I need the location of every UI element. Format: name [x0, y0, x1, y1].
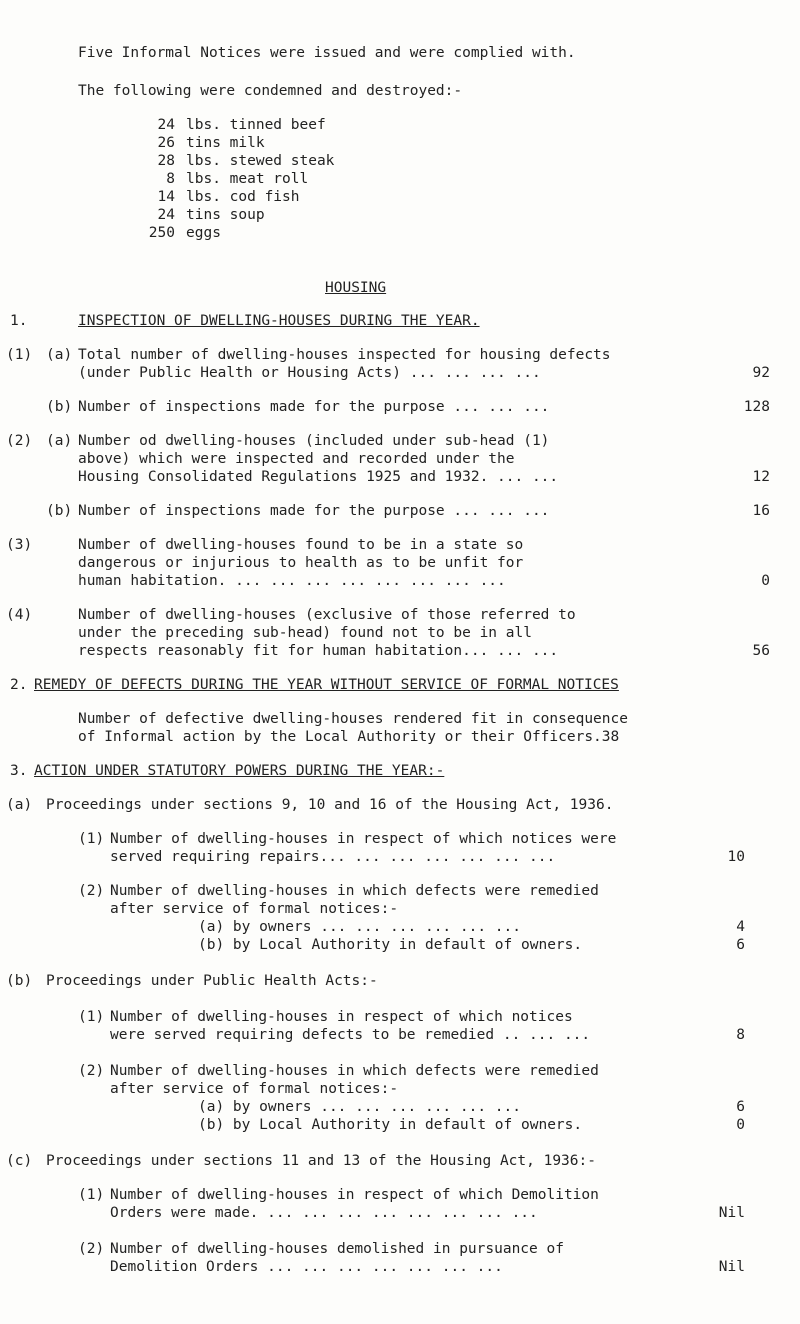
item-3b1-label: (1) [78, 1009, 105, 1025]
item-3-line-3: human habitation. ... ... ... ... ... ... ... ... [78, 573, 506, 589]
item-3b2-line-1: Number of dwelling-houses in which defects were remedied [110, 1063, 599, 1079]
item-4-label: (4) [6, 607, 33, 623]
item-3b2b-line: (b) by Local Authority in default of owners. [198, 1117, 583, 1133]
item-desc: tins soup [186, 207, 265, 223]
section-3-number: 3. [10, 763, 28, 779]
item-desc: lbs. meat roll [186, 171, 309, 187]
item-4-line-1: Number of dwelling-houses (exclusive of those referred to [78, 607, 576, 623]
item-3c2-value: Nil [718, 1259, 745, 1275]
item-3c2-label: (2) [78, 1241, 105, 1257]
item-2b-value: 16 [752, 503, 770, 519]
item-3c1-line-1: Number of dwelling-houses in respect of which Demolition [110, 1187, 599, 1203]
item-3-label: (3) [6, 537, 33, 553]
section-3-title: ACTION UNDER STATUTORY POWERS DURING THE YEAR:- [34, 763, 445, 779]
item-3a-label: (a) [6, 797, 33, 813]
item-2b-label: (b) [46, 503, 73, 519]
item-3a2b-line: (b) by Local Authority in default of owners. [198, 937, 583, 953]
item-3c2-line-1: Number of dwelling-houses demolished in pursuance of [110, 1241, 564, 1257]
item-2a-line-1: Number od dwelling-houses (included under sub-head (1) [78, 433, 550, 449]
item-3c-title: Proceedings under sections 11 and 13 of the Housing Act, 1936:- [46, 1153, 596, 1169]
item-desc: lbs. tinned beef [186, 117, 326, 133]
item-desc: lbs. stewed steak [186, 153, 335, 169]
item-3a2b-value: 6 [736, 937, 745, 953]
item-3-line-1: Number of dwelling-houses found to be in a state so [78, 537, 524, 553]
item-3b1-line-2: were served requiring defects to be remedied .. ... ... [110, 1027, 591, 1043]
item-4-value: 56 [752, 643, 770, 659]
item-1b-label: (b) [46, 399, 73, 415]
item-3b2a-value: 6 [736, 1099, 745, 1115]
item-3c1-value: Nil [718, 1205, 745, 1221]
item-3a2-label: (2) [78, 883, 105, 899]
item-3c2-line-2: Demolition Orders ... ... ... ... ... ... ... [110, 1259, 503, 1275]
item-3c1-line-2: Orders were made. ... ... ... ... ... ... ... ... [110, 1205, 538, 1221]
item-3a2a-line: (a) by owners ... ... ... ... ... ... [198, 919, 522, 935]
item-4-line-3: respects reasonably fit for human habitation... ... ... [78, 643, 559, 659]
item-3a1-line-2: served requiring repairs... ... ... ... ... ... ... [110, 849, 556, 865]
item-2a-line-3: Housing Consolidated Regulations 1925 and 1932. ... ... [78, 469, 559, 485]
item-3a2-line-1: Number of dwelling-houses in which defects were remedied [110, 883, 599, 899]
item-desc: tins milk [186, 135, 265, 151]
item-3a1-value: 10 [727, 849, 745, 865]
item-1b-line: Number of inspections made for the purpose ... ... ... [78, 399, 550, 415]
item-1b-value: 128 [743, 399, 770, 415]
item-3b2b-value: 0 [736, 1117, 745, 1133]
item-3a2a-value: 4 [736, 919, 745, 935]
item-3b-label: (b) [6, 973, 33, 989]
section-2-line-1: Number of defective dwelling-houses rendered fit in consequence [78, 711, 628, 727]
intro-line-2: The following were condemned and destroyed:- [78, 83, 463, 99]
intro-line-1: Five Informal Notices were issued and were complied with. [78, 45, 576, 61]
item-3b2-line-2: after service of formal notices:- [110, 1081, 399, 1097]
item-desc: lbs. cod fish [186, 189, 300, 205]
item-3c-label: (c) [6, 1153, 33, 1169]
item-3a1-label: (1) [78, 831, 105, 847]
item-3b2a-line: (a) by owners ... ... ... ... ... ... [198, 1099, 522, 1115]
item-qty: 28 [157, 153, 175, 169]
item-2a-line-2: above) which were inspected and recorded under the [78, 451, 515, 467]
item-1a-line-2: (under Public Health or Housing Acts) ... ... ... ... [78, 365, 541, 381]
item-3a-title: Proceedings under sections 9, 10 and 16 of the Housing Act, 1936. [46, 797, 614, 813]
item-1a-value: 92 [752, 365, 770, 381]
item-3b2-label: (2) [78, 1063, 105, 1079]
section-2-number: 2. [10, 677, 28, 693]
item-3b1-value: 8 [736, 1027, 745, 1043]
section-1-title: INSPECTION OF DWELLING-HOUSES DURING THE YEAR. [78, 313, 480, 329]
item-3a1-line-1: Number of dwelling-houses in respect of which notices were [110, 831, 617, 847]
item-qty: 24 [157, 207, 175, 223]
section-2-title: REMEDY OF DEFECTS DURING THE YEAR WITHOUT SERVICE OF FORMAL NOTICES [34, 677, 619, 693]
item-2a-label: (a) [46, 433, 73, 449]
item-4-line-2: under the preceding sub-head) found not to be in all [78, 625, 532, 641]
item-1a-label: (a) [46, 347, 73, 363]
item-qty: 24 [157, 117, 175, 133]
item-3b-title: Proceedings under Public Health Acts:- [46, 973, 378, 989]
housing-heading: HOUSING [325, 280, 387, 296]
item-3-value: 0 [761, 573, 770, 589]
section-2-line-2: of Informal action by the Local Authority or their Officers.38 [78, 729, 620, 745]
item-qty: 14 [157, 189, 175, 205]
item-3-line-2: dangerous or injurious to health as to be unfit for [78, 555, 524, 571]
item-3a2-line-2: after service of formal notices:- [110, 901, 399, 917]
section-1-number: 1. [10, 313, 28, 329]
item-1-label: (1) [6, 347, 33, 363]
item-3c1-label: (1) [78, 1187, 105, 1203]
item-2a-value: 12 [752, 469, 770, 485]
item-qty: 250 [148, 225, 175, 241]
item-qty: 26 [157, 135, 175, 151]
item-3b1-line-1: Number of dwelling-houses in respect of which notices [110, 1009, 573, 1025]
item-desc: eggs [186, 225, 221, 241]
item-qty: 8 [166, 171, 175, 187]
item-1a-line-1: Total number of dwelling-houses inspected for housing defects [78, 347, 611, 363]
item-2b-line: Number of inspections made for the purpose ... ... ... [78, 503, 550, 519]
item-2-label: (2) [6, 433, 33, 449]
